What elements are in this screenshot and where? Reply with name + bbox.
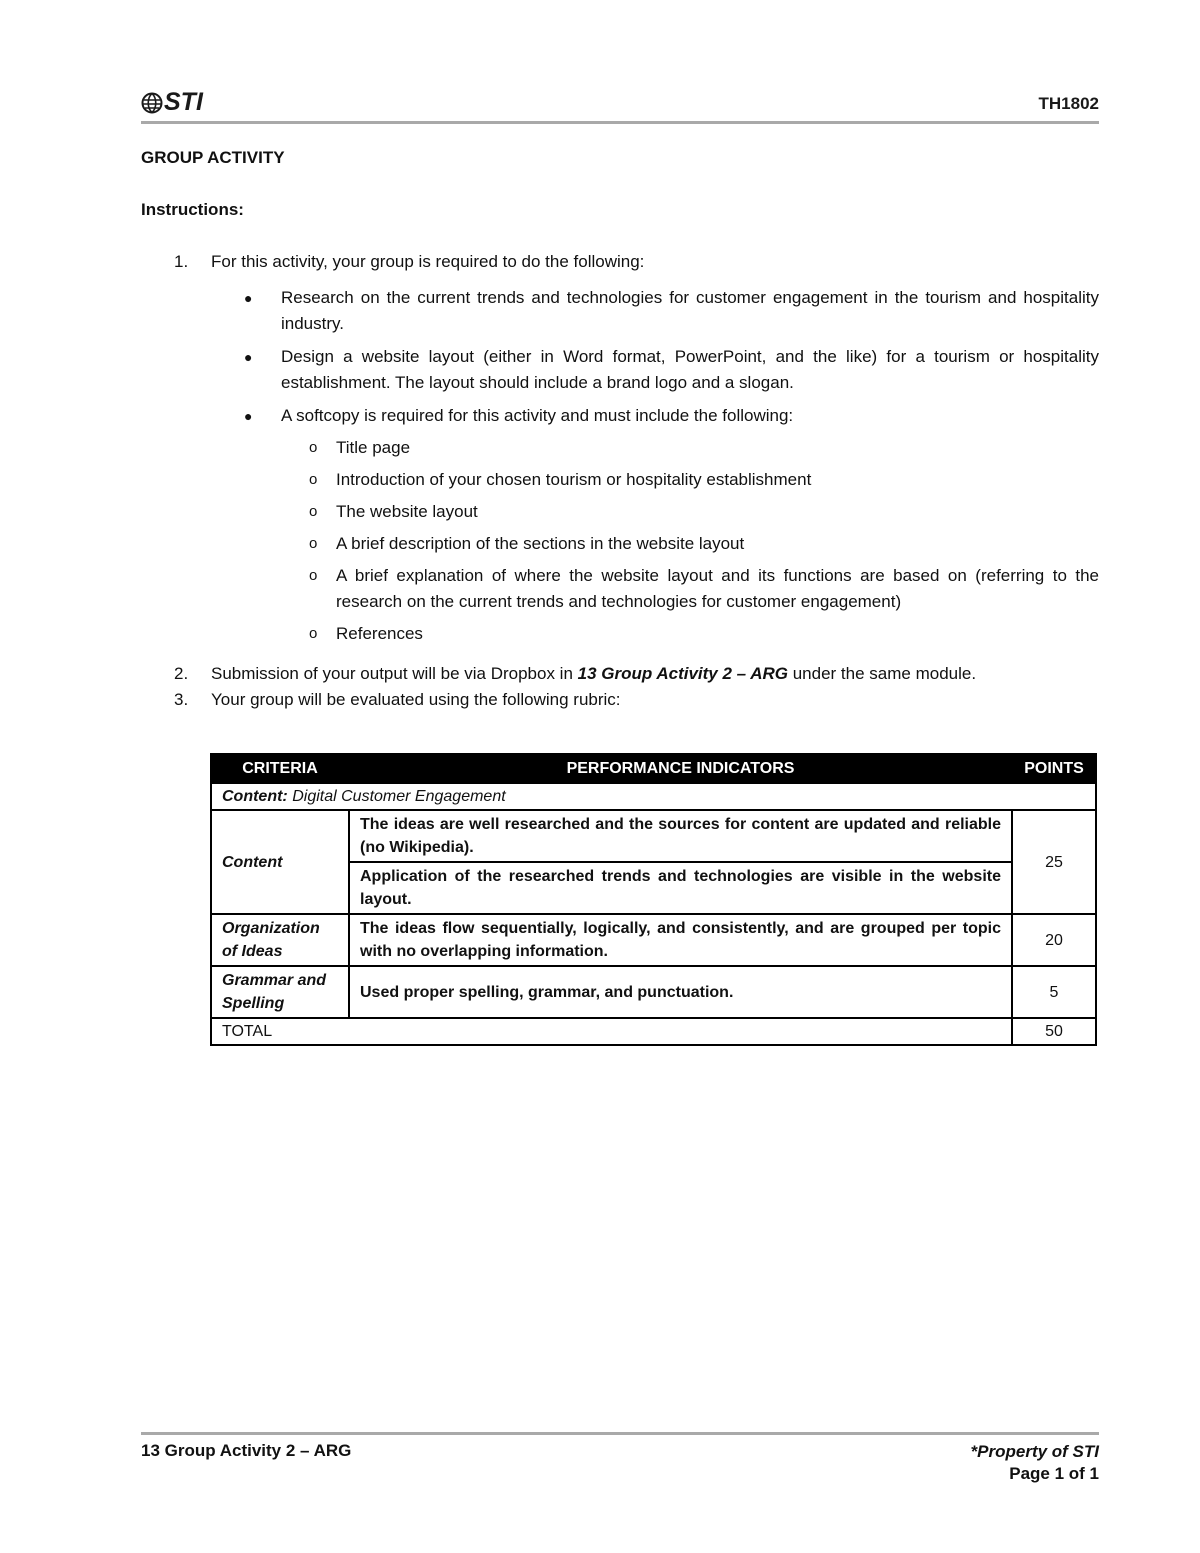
bullet-text: Design a website layout (either in Word format, PowerPoint, and the like) for a tourism or hospitality establishment. The layout should include a brand logo and a slogan. [281, 347, 1099, 392]
sub-item [281, 499, 1099, 525]
sub-item-text: The website layout [336, 502, 478, 521]
circle-bullet-icon: o [309, 535, 318, 552]
indicator-cell: The ideas are well researched and the sources for content are updated and reliable (no Wikipedia). [349, 810, 1012, 862]
sti-logo [141, 88, 203, 117]
footer-activity-name: 13 Group Activity 2 – ARG [141, 1441, 352, 1460]
sub-item [281, 621, 1099, 647]
table-row [211, 914, 1096, 966]
column-header-criteria: CRITERIA [211, 754, 349, 783]
item-text: under the same module. [788, 664, 977, 683]
indicator-cell: Application of the researched trends and technologies are visible in the website layout. [349, 862, 1012, 914]
footer-divider [141, 1432, 1099, 1435]
item-text: Your group will be evaluated using the following rubric: [211, 690, 621, 709]
sub-item-text: Title page [336, 438, 411, 457]
bullet-text: A softcopy is required for this activity and must include the following: [281, 406, 794, 425]
column-header-indicators: PERFORMANCE INDICATORS [349, 754, 1012, 783]
sub-item [281, 563, 1099, 615]
bullet-icon: ● [244, 349, 253, 365]
circle-bullet-icon: o [309, 471, 318, 488]
sub-item-text: References [336, 624, 423, 643]
item-text: Submission of your output will be via Dropbox in [211, 664, 578, 683]
bullet-list [211, 285, 1099, 647]
globe-logo-icon [141, 92, 163, 114]
circle-bullet-icon: o [309, 503, 318, 520]
page-number: Page 1 of 1 [1009, 1464, 1099, 1483]
circle-bullet-icon: o [309, 567, 318, 584]
instructions-heading: Instructions: [141, 200, 244, 219]
bullet-icon: ● [244, 408, 253, 424]
caption-value: Digital Customer Engagement [292, 788, 506, 805]
logo-text: STI [164, 88, 203, 116]
list-item [141, 249, 1099, 647]
page-header [141, 86, 1099, 126]
criteria-cell: Organization of Ideas [211, 914, 349, 966]
page-title: GROUP ACTIVITY [141, 148, 285, 167]
list-item [141, 687, 1099, 713]
rubric-caption-row [211, 783, 1096, 810]
total-row [211, 1018, 1096, 1045]
sub-item [281, 467, 1099, 493]
document-body [141, 145, 1099, 713]
caption-label: Content: [222, 788, 288, 805]
points-cell: 25 [1012, 810, 1096, 914]
item-text: For this activity, your group is required to do the following: [211, 252, 645, 271]
header-divider [141, 121, 1099, 124]
sub-item-text: Introduction of your chosen tourism or hospitality establishment [336, 470, 812, 489]
item-number: 3. [174, 690, 189, 709]
instruction-list [141, 249, 1099, 713]
sub-list [281, 435, 1099, 647]
criteria-cell: Grammar and Spelling [211, 966, 349, 1018]
total-label: TOTAL [211, 1018, 1012, 1045]
property-notice: *Property of STI [970, 1442, 1099, 1461]
sub-item [281, 435, 1099, 461]
rubric-header-row [211, 754, 1096, 783]
indicator-cell: Used proper spelling, grammar, and punctuation. [349, 966, 1012, 1018]
total-points: 50 [1012, 1018, 1096, 1045]
rubric-caption [211, 783, 1096, 810]
sub-item [281, 531, 1099, 557]
rubric-table [210, 753, 1097, 1046]
footer-info [971, 1441, 1099, 1485]
column-header-points: POINTS [1012, 754, 1096, 783]
circle-bullet-icon: o [309, 625, 318, 642]
criteria-cell: Content [211, 810, 349, 914]
points-cell: 5 [1012, 966, 1096, 1018]
sub-item-text: A brief explanation of where the website layout and its functions are based on (referring to the research on the current trends and technologies for customer engagement) [336, 566, 1099, 611]
activity-name: 13 Group Activity 2 – ARG [577, 664, 788, 683]
document-code: TH1802 [1038, 94, 1099, 113]
table-row [211, 966, 1096, 1018]
item-number: 2. [174, 664, 189, 683]
item-number: 1. [174, 252, 189, 271]
table-row [211, 810, 1096, 862]
points-cell: 20 [1012, 914, 1096, 966]
indicator-cell: The ideas flow sequentially, logically, and consistently, and are grouped per topic with no overlapping information. [349, 914, 1012, 966]
sub-item-text: A brief description of the sections in the website layout [336, 534, 745, 553]
list-item [141, 661, 1099, 687]
bullet-text: Research on the current trends and technologies for customer engagement in the tourism and hospitality industry. [281, 288, 1099, 333]
bullet-item [211, 344, 1099, 396]
bullet-item [211, 403, 1099, 647]
bullet-icon: ● [244, 290, 253, 306]
circle-bullet-icon: o [309, 439, 318, 456]
bullet-item [211, 285, 1099, 337]
